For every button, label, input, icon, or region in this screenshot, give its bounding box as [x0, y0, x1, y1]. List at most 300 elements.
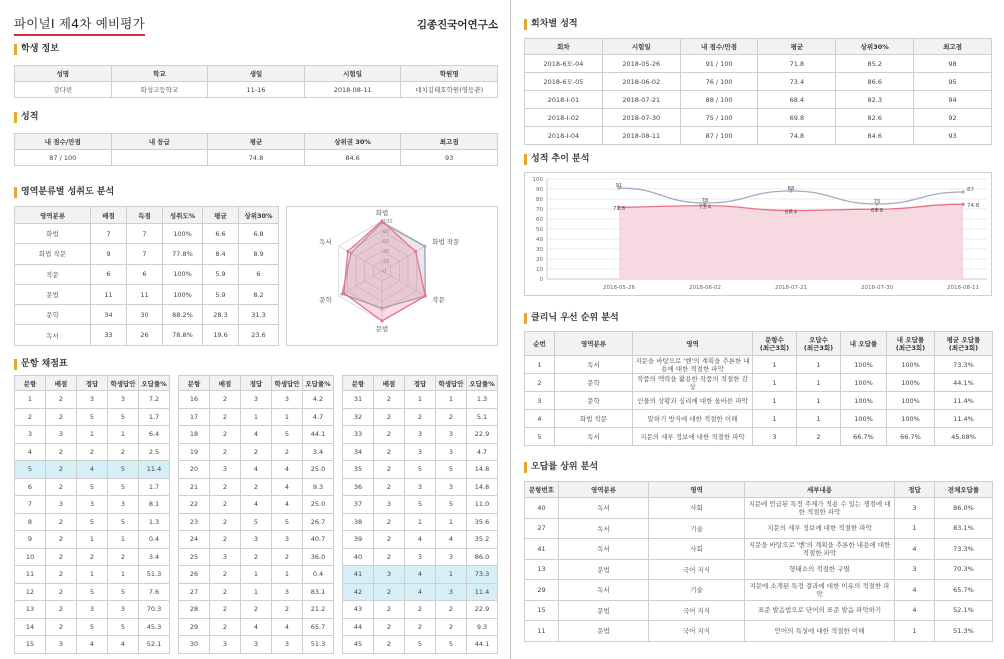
table-cell: 19.6: [203, 325, 239, 345]
table-cell: 2018-07-21: [602, 91, 680, 109]
table-cell: 52.1: [139, 636, 170, 654]
table-cell: 100%: [887, 374, 935, 392]
max-score: 93: [401, 150, 498, 166]
table-cell: 3.4: [303, 443, 334, 461]
answer-section: [14, 359, 498, 649]
table-cell: 11: [91, 284, 127, 304]
table-row: [525, 55, 992, 73]
table-cell: 2: [46, 461, 77, 479]
table-cell: 3: [374, 566, 405, 584]
table-cell: 87 / 100: [680, 127, 758, 145]
table-cell: 2: [374, 478, 405, 496]
radar-chart: [286, 206, 498, 346]
col-header: 배점: [91, 207, 127, 224]
table-row: [525, 559, 993, 580]
table-cell: 1: [797, 392, 841, 410]
table-cell: 29: [179, 618, 210, 636]
table-cell: 1: [405, 391, 436, 409]
table-row: [343, 496, 498, 514]
data-point: [961, 203, 964, 206]
table-row: [179, 443, 334, 461]
table-row: [15, 478, 170, 496]
data-label: 73.4: [698, 204, 712, 211]
table-cell: 1: [797, 356, 841, 374]
col-header: 영역: [633, 332, 753, 356]
table-row: [179, 601, 334, 619]
table-cell: 1.7: [139, 408, 170, 426]
table-cell: 76 / 100: [680, 73, 758, 91]
col-header: 내 점수/만점: [680, 39, 758, 55]
history-section: [524, 19, 992, 145]
radar-point: [414, 250, 417, 253]
table-header-row: [525, 332, 993, 356]
y-tick-label: 20: [536, 257, 543, 263]
table-cell: 2: [374, 513, 405, 531]
table-row: [15, 496, 170, 514]
table-cell: 30: [179, 636, 210, 654]
table-cell: 35.6: [467, 513, 498, 531]
col-header: 상위30%: [239, 207, 279, 224]
table-cell: 44.1: [467, 636, 498, 654]
table-cell: 1: [436, 513, 467, 531]
table-cell: 1: [797, 410, 841, 428]
table-cell: 2: [374, 618, 405, 636]
radar-axis-label: 작문: [432, 296, 445, 304]
table-cell: 5: [77, 478, 108, 496]
table-cell: 2: [15, 408, 46, 426]
x-tick-label: 2018-06-02: [689, 285, 721, 291]
table-cell: 21.2: [303, 601, 334, 619]
y-tick-label: 40: [536, 237, 543, 243]
table-header-row: [15, 66, 498, 82]
table-cell: 문학: [15, 305, 91, 325]
table-cell: 국어 지식: [649, 621, 745, 642]
table-cell: 4: [77, 461, 108, 479]
history-table: [524, 38, 992, 145]
data-point: [961, 190, 964, 193]
table-cell: 25.0: [303, 496, 334, 514]
table-cell: 19: [179, 443, 210, 461]
table-cell: 7.6: [139, 583, 170, 601]
col-header: 문항: [179, 376, 210, 391]
table-cell: 3: [272, 391, 303, 409]
table-cell: 2: [405, 618, 436, 636]
table-row: [525, 109, 992, 127]
data-label: 74.8: [967, 203, 980, 210]
table-cell: 4: [405, 583, 436, 601]
table-cell: 5: [77, 583, 108, 601]
table-cell: 2018-05-26: [602, 55, 680, 73]
table-row: [15, 284, 279, 304]
table-cell: 3: [436, 583, 467, 601]
table-row: [525, 356, 993, 374]
data-label: 91: [615, 183, 623, 189]
section-title: 성적: [14, 112, 498, 123]
top-wrong-table: [524, 481, 993, 642]
table-cell: 3: [108, 391, 139, 409]
table-cell: 37: [343, 496, 374, 514]
col-header: 학교: [111, 66, 208, 82]
table-cell: 2018-06-02: [602, 73, 680, 91]
table-cell: 2018-6모-04: [525, 55, 603, 73]
table-cell: 2: [241, 478, 272, 496]
table-cell: 지문에 소개된 특정 결과에 대한 이유의 적절한 파악: [745, 580, 895, 601]
table-cell: 6: [127, 264, 163, 284]
table-row: [343, 583, 498, 601]
table-cell: 국어 지식: [649, 559, 745, 580]
table-cell: 3: [436, 548, 467, 566]
table-row: [179, 496, 334, 514]
table-cell: 1: [241, 583, 272, 601]
table-cell: 91 / 100: [680, 55, 758, 73]
table-row: [525, 428, 993, 446]
table-row: [343, 618, 498, 636]
data-label: 71.8: [612, 206, 626, 213]
col-header: 평균: [208, 134, 305, 150]
table-cell: 40: [525, 498, 559, 519]
table-row: [343, 408, 498, 426]
table-cell: 11.4%: [935, 392, 993, 410]
table-cell: 23: [179, 513, 210, 531]
clinic-section: [524, 313, 992, 446]
col-header: 학생답안: [108, 376, 139, 391]
table-cell: 3: [77, 391, 108, 409]
table-cell: 기술: [649, 580, 745, 601]
area-table: [14, 206, 279, 346]
table-cell: 1: [405, 513, 436, 531]
table-cell: 4: [272, 496, 303, 514]
table-cell: 1: [753, 374, 797, 392]
table-cell: 5: [272, 426, 303, 444]
table-cell: 6.6: [203, 224, 239, 244]
table-cell: 75 / 100: [680, 109, 758, 127]
table-row: [343, 461, 498, 479]
radar-tick-label: 20: [383, 259, 390, 265]
table-cell: 35.2: [467, 531, 498, 549]
table-cell: 20: [179, 461, 210, 479]
table-row: [15, 150, 498, 166]
table-cell: 2018-Ⅰ-01: [525, 91, 603, 109]
table-cell: 지문을 바탕으로 '벤'의 계획을 추론한 내용에 대한 적절한 파악: [633, 356, 753, 374]
table-row: [15, 408, 170, 426]
data-label: 87: [967, 187, 974, 193]
section-title: 문항 채점표: [14, 359, 498, 370]
table-cell: 문학: [555, 374, 633, 392]
table-cell: 기술: [649, 518, 745, 539]
x-tick-label: 2018-08-11: [947, 285, 979, 291]
academy-name: 대치김태호학원(영등관): [401, 82, 498, 98]
table-cell: 7: [15, 496, 46, 514]
y-tick-label: 10: [536, 267, 543, 273]
col-header: 성취도%: [163, 207, 203, 224]
table-cell: 8.9: [239, 244, 279, 264]
doc-title: 파이널Ⅰ 제4차 예비평가: [14, 14, 145, 36]
col-header: 내 오답률 (최근3회): [887, 332, 935, 356]
col-header: 성명: [15, 66, 112, 82]
table-cell: 9: [91, 244, 127, 264]
col-header: 내 점수/만점: [15, 134, 112, 150]
table-cell: 1: [797, 374, 841, 392]
table-cell: 69.8: [758, 109, 836, 127]
table-cell: 2: [46, 601, 77, 619]
table-cell: 3: [108, 601, 139, 619]
y-tick-label: 80: [536, 197, 543, 203]
table-cell: 82.6: [836, 109, 914, 127]
table-cell: 3: [241, 531, 272, 549]
table-cell: 2: [210, 426, 241, 444]
table-cell: 5: [405, 636, 436, 654]
col-header: 전체오답률: [935, 482, 993, 498]
table-cell: 73.3%: [935, 356, 993, 374]
my-score: 87 / 100: [15, 150, 112, 166]
section-title: 회차별 성적: [524, 19, 992, 30]
col-header: 정답: [405, 376, 436, 391]
radar-point: [381, 320, 384, 323]
table-cell: 26: [179, 566, 210, 584]
table-row: [343, 566, 498, 584]
table-cell: 9.3: [467, 618, 498, 636]
table-row: [343, 443, 498, 461]
table-cell: 6: [91, 264, 127, 284]
table-row: [15, 461, 170, 479]
table-cell: 21: [179, 478, 210, 496]
table-cell: 2: [272, 548, 303, 566]
score-table: [14, 133, 498, 166]
data-label: 69.8: [870, 208, 884, 215]
table-header-row: [15, 134, 498, 150]
y-tick-label: 60: [536, 217, 543, 223]
table-cell: 2018-08-11: [602, 127, 680, 145]
table-cell: 1: [895, 518, 935, 539]
table-cell: 2: [436, 601, 467, 619]
table-row: [179, 461, 334, 479]
table-cell: 독서: [559, 518, 649, 539]
table-cell: 독서: [555, 356, 633, 374]
table-cell: 1: [77, 531, 108, 549]
table-cell: 2: [77, 548, 108, 566]
table-row: [343, 391, 498, 409]
table-cell: 66.7%: [887, 428, 935, 446]
answer-table: [14, 375, 170, 654]
table-cell: 18: [179, 426, 210, 444]
table-cell: 24: [179, 531, 210, 549]
table-row: [343, 601, 498, 619]
table-cell: 4: [241, 426, 272, 444]
table-cell: 10: [15, 548, 46, 566]
column-divider: [510, 0, 511, 659]
table-cell: 100%: [887, 392, 935, 410]
table-cell: 작품의 맥락을 활용한 작품의 적절한 감상: [633, 374, 753, 392]
table-cell: 2: [241, 443, 272, 461]
student-table: [14, 65, 498, 98]
table-row: [179, 531, 334, 549]
table-cell: 85.2: [836, 55, 914, 73]
table-cell: 4: [272, 618, 303, 636]
table-cell: 70.3%: [935, 559, 993, 580]
table-cell: 2: [210, 478, 241, 496]
table-cell: 9: [15, 531, 46, 549]
table-cell: 5: [77, 513, 108, 531]
table-cell: 2: [46, 618, 77, 636]
y-tick-label: 0: [539, 277, 543, 283]
table-cell: 문법: [559, 600, 649, 621]
table-cell: 지문의 세부 정보에 대한 적절한 파악: [745, 518, 895, 539]
col-header: 학생답안: [272, 376, 303, 391]
table-cell: 7: [127, 224, 163, 244]
table-cell: 6: [15, 478, 46, 496]
table-cell: 33: [343, 426, 374, 444]
col-header: 득점: [127, 207, 163, 224]
table-cell: 73.3: [467, 566, 498, 584]
radar-axis-label: 문법: [375, 325, 389, 333]
col-header: 영역분류: [15, 207, 91, 224]
table-cell: 73.3%: [935, 539, 993, 560]
table-cell: 3.4: [139, 548, 170, 566]
table-cell: 98: [914, 55, 992, 73]
radar-tick-label: 80: [383, 229, 390, 235]
col-header: 내 등급: [111, 134, 208, 150]
radar-axis-label: 화법 작문: [432, 238, 460, 246]
table-cell: 6.8: [239, 224, 279, 244]
table-cell: 36.0: [303, 548, 334, 566]
table-cell: 2: [374, 461, 405, 479]
student-birthday: 11-16: [208, 82, 305, 98]
table-cell: 화법 작문: [15, 244, 91, 264]
table-cell: 31.3: [239, 305, 279, 325]
table-row: [15, 244, 279, 264]
table-cell: 2: [405, 408, 436, 426]
y-tick-label: 90: [536, 187, 543, 193]
table-cell: 3: [525, 392, 555, 410]
table-row: [15, 224, 279, 244]
col-header: 학생답안: [436, 376, 467, 391]
average-score: 74.8: [208, 150, 305, 166]
answer-table: [178, 375, 334, 654]
table-cell: 3: [405, 478, 436, 496]
table-cell: 2: [46, 513, 77, 531]
table-row: [15, 583, 170, 601]
table-cell: 5: [272, 513, 303, 531]
table-cell: 2: [272, 601, 303, 619]
table-cell: 2: [210, 618, 241, 636]
table-cell: 2: [374, 531, 405, 549]
table-cell: 1: [525, 356, 555, 374]
table-row: [525, 91, 992, 109]
exam-date: 2018-08-11: [304, 82, 401, 98]
table-cell: 45.3: [139, 618, 170, 636]
student-section: [14, 44, 498, 98]
table-cell: 지문을 바탕으로 '벤'의 계획을 추론한 내용에 대한 적절한 파악: [745, 539, 895, 560]
table-cell: 4: [241, 618, 272, 636]
table-cell: 5: [108, 461, 139, 479]
section-title: 클리닉 우선 순위 분석: [524, 313, 992, 324]
table-row: [343, 636, 498, 654]
table-cell: 3: [210, 636, 241, 654]
table-cell: 94: [914, 91, 992, 109]
col-header: 순번: [525, 332, 555, 356]
table-cell: 51.3: [303, 636, 334, 654]
table-cell: 44.1%: [935, 374, 993, 392]
table-cell: 1: [241, 408, 272, 426]
table-cell: 3: [46, 426, 77, 444]
table-cell: 지문에 언급된 특정 주제가 적용 수 있는 쟁점에 대한 적절한 파악: [745, 498, 895, 519]
table-cell: 40: [343, 548, 374, 566]
table-cell: 100%: [163, 264, 203, 284]
trend-svg: [525, 173, 991, 295]
table-cell: 2: [210, 391, 241, 409]
table-cell: 화법: [15, 224, 91, 244]
table-cell: 형태소의 적절한 구별: [745, 559, 895, 580]
table-cell: 7: [91, 224, 127, 244]
table-cell: 2: [405, 601, 436, 619]
table-cell: 84.6: [836, 127, 914, 145]
table-cell: 100%: [841, 392, 887, 410]
table-row: [179, 583, 334, 601]
table-cell: 3: [210, 461, 241, 479]
table-cell: 3: [436, 426, 467, 444]
col-header: 시험일: [602, 39, 680, 55]
col-header: 최고점: [401, 134, 498, 150]
table-cell: 51.3%: [935, 621, 993, 642]
table-cell: 말하기 방식에 대한 적절한 이해: [633, 410, 753, 428]
table-cell: 2.5: [139, 443, 170, 461]
table-cell: 4: [15, 443, 46, 461]
table-cell: 12: [15, 583, 46, 601]
table-cell: 2: [210, 601, 241, 619]
table-cell: 1: [15, 391, 46, 409]
table-cell: 1: [272, 566, 303, 584]
data-label: 88: [787, 186, 795, 192]
table-cell: 4.2: [303, 391, 334, 409]
col-header: 배점: [374, 376, 405, 391]
table-cell: 11: [127, 284, 163, 304]
table-cell: 4: [272, 478, 303, 496]
table-cell: 43: [343, 601, 374, 619]
table-cell: 51.3: [139, 566, 170, 584]
col-header: 상위권 30%: [304, 134, 401, 150]
col-header: 정답: [241, 376, 272, 391]
table-cell: 27: [179, 583, 210, 601]
table-cell: 2: [374, 391, 405, 409]
table-cell: 22: [179, 496, 210, 514]
org-name: 김종진국어연구소: [416, 19, 498, 31]
table-cell: 33: [91, 325, 127, 345]
table-cell: 6: [239, 264, 279, 284]
col-header: 상위30%: [836, 39, 914, 55]
table-row: [15, 82, 498, 98]
table-cell: 3: [108, 496, 139, 514]
table-cell: 35: [343, 461, 374, 479]
table-cell: 4: [895, 600, 935, 621]
section-title: 성적 추이 분석: [524, 154, 992, 165]
table-cell: 8.1: [139, 496, 170, 514]
table-cell: 3: [272, 636, 303, 654]
table-cell: 2: [272, 443, 303, 461]
table-cell: 4: [241, 496, 272, 514]
top30-score: 84.6: [304, 150, 401, 166]
table-cell: 문법: [559, 621, 649, 642]
table-cell: 2: [46, 408, 77, 426]
table-cell: 25.0: [303, 461, 334, 479]
table-cell: 2: [46, 583, 77, 601]
table-cell: 86.0: [467, 548, 498, 566]
doc-header: [14, 0, 498, 32]
table-cell: 11.4: [467, 583, 498, 601]
table-cell: 2: [374, 548, 405, 566]
table-cell: 2: [108, 548, 139, 566]
table-cell: 25: [179, 548, 210, 566]
table-cell: 78.8%: [163, 325, 203, 345]
